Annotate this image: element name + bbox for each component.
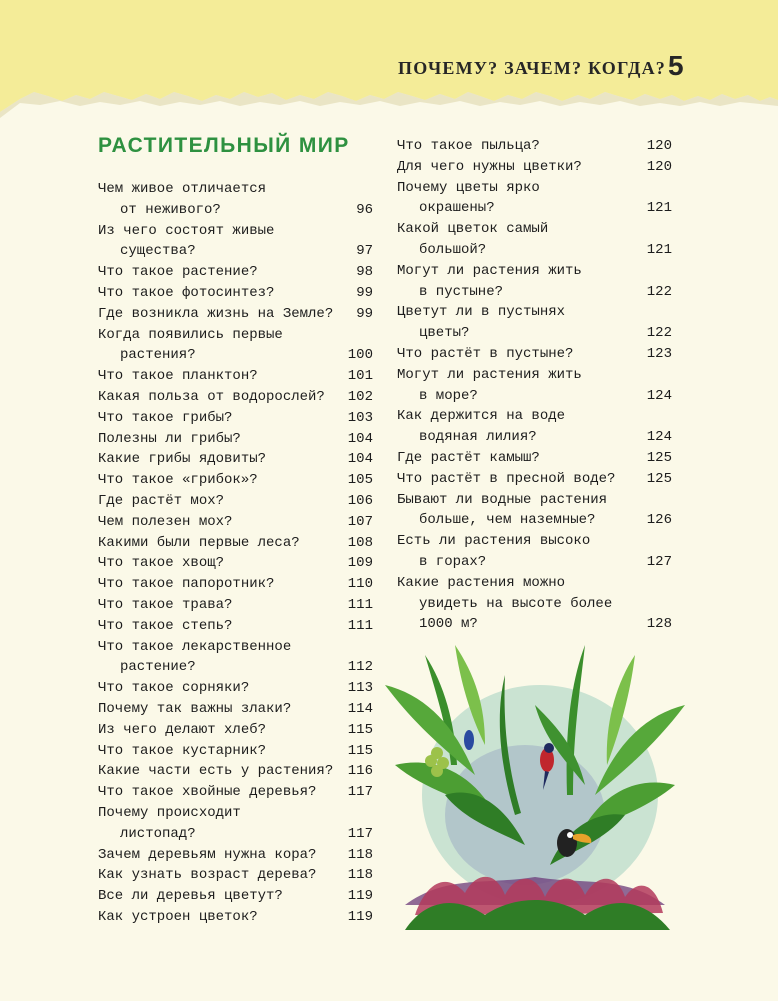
toc-entry [98, 325, 373, 367]
toc-entry [98, 637, 373, 679]
toc-entry-title-line: Какими были первые леса? [98, 534, 300, 551]
toc-entry [98, 678, 373, 699]
toc-entry-page: 116 [347, 763, 373, 780]
toc-entry-page: 124 [646, 387, 672, 404]
toc-entry-title-line: Где растёт камыш? [397, 449, 540, 466]
toc-entry [98, 761, 373, 782]
toc-entry-title-line: Какой цветок самый [397, 221, 549, 238]
toc-entry-title-line: листопад? [120, 825, 196, 842]
toc-entry [98, 574, 373, 595]
toc-entry-title-line: Могут ли растения жить [397, 366, 582, 383]
toc-entry [397, 469, 672, 490]
toc-entry-title-line: Полезны ли грибы? [98, 430, 241, 447]
toc-entry [98, 720, 373, 741]
toc-entry-title-line: большой? [419, 241, 487, 258]
toc-entry-page: 104 [347, 430, 373, 447]
toc-entry-title-line: Какие части есть у растения? [98, 763, 334, 780]
toc-entry-page: 126 [646, 512, 672, 529]
toc-entry [98, 886, 373, 907]
toc-entry-title-line: в пустыне? [419, 283, 504, 300]
toc-entry-title-line: Что такое фотосинтез? [98, 284, 275, 301]
toc-entry-page: 125 [646, 470, 672, 487]
toc-entry-page: 112 [347, 659, 373, 676]
toc-entry-title-line: Что такое планктон? [98, 368, 258, 385]
toc-entry [98, 304, 373, 325]
toc-entry-page: 117 [347, 784, 373, 801]
toc-entry-page: 113 [347, 680, 373, 697]
toc-entry [397, 490, 672, 532]
toc-entry-title-line: Что такое лекарственное [98, 638, 292, 655]
toc-entry-page: 103 [347, 409, 373, 426]
toc-entry-title-line: больше, чем наземные? [419, 512, 596, 529]
toc-entry-title-line: в море? [419, 387, 478, 404]
toc-entry-title-line: Что такое папоротник? [98, 576, 275, 593]
toc-entry [98, 595, 373, 616]
toc-entry [98, 283, 373, 304]
toc-entry-title-line: Как узнать возраст дерева? [98, 867, 317, 884]
toc-entry [98, 616, 373, 637]
toc-left-column [98, 179, 373, 928]
toc-entry-title-line: Какая польза от водорослей? [98, 388, 325, 405]
toc-entry-page: 118 [347, 867, 373, 884]
toc-entry [397, 365, 672, 407]
toc-entry-title-line: Где растёт мох? [98, 492, 225, 509]
jungle-illustration [385, 645, 685, 930]
toc-entry [98, 907, 373, 928]
toc-entry-page: 124 [646, 429, 672, 446]
running-title: ПОЧЕМУ? ЗАЧЕМ? КОГДА? [398, 58, 666, 78]
toc-entry-title-line: водяная лилия? [419, 429, 537, 446]
toc-entry-title-line: увидеть на высоте более [419, 595, 613, 612]
toc-entry-page: 120 [646, 138, 672, 154]
toc-entry [98, 553, 373, 574]
toc-entry-page: 128 [646, 616, 672, 633]
toc-entry-title-line: Какие грибы ядовиты? [98, 451, 267, 468]
toc-entry [397, 178, 672, 220]
toc-entry-page: 111 [347, 596, 373, 613]
toc-entry-page: 101 [347, 368, 373, 385]
toc-entry [397, 448, 672, 469]
toc-entry [98, 491, 373, 512]
toc-entry [397, 302, 672, 344]
toc-entry-title-line: Что такое пыльца? [397, 138, 540, 154]
toc-entry [397, 573, 672, 635]
toc-entry-page: 122 [646, 283, 672, 300]
toc-entry-title-line: в горах? [419, 553, 487, 570]
toc-entry-page: 107 [347, 513, 373, 530]
toc-entry [98, 512, 373, 533]
toc-entry [98, 845, 373, 866]
toc-entry-title-line: Зачем деревьям нужна кора? [98, 846, 317, 863]
toc-entry-title-line: Что такое грибы? [98, 409, 233, 426]
toc-entry-page: 102 [347, 388, 373, 405]
toc-entry [98, 408, 373, 429]
toc-entry-title-line: Что такое хвойные деревья? [98, 784, 317, 801]
toc-entry-page: 111 [347, 617, 373, 634]
toc-entry-title-line: Какие растения можно [397, 574, 566, 591]
toc-entry-page: 118 [347, 846, 373, 863]
toc-entry-page: 114 [347, 700, 373, 717]
toc-entry-title-line: Что такое трава? [98, 596, 233, 613]
toc-entry-title-line: Чем живое отличается [98, 181, 267, 197]
toc-entry-title-line: Где возникла жизнь на Земле? [98, 305, 334, 322]
toc-entry-title-line: Почему происходит [98, 804, 241, 821]
toc-entry-page: 109 [347, 555, 373, 572]
toc-entry [98, 387, 373, 408]
toc-entry-title-line: Из чего делают хлеб? [98, 721, 267, 738]
toc-entry-page: 106 [347, 492, 373, 509]
toc-entry [397, 261, 672, 303]
toc-entry-page: 120 [646, 158, 672, 175]
toc-entry-title-line: Что такое кустарник? [98, 742, 267, 759]
toc-entry-title-line: растение? [120, 659, 196, 676]
toc-entry-title-line: окрашены? [419, 200, 495, 217]
toc-entry-page: 119 [347, 888, 373, 905]
toc-entry-title-line: 1000 м? [419, 616, 478, 633]
toc-entry-title-line: Что растёт в пресной воде? [397, 470, 616, 487]
toc-entry-page: 105 [347, 472, 373, 489]
toc-entry-title-line: растения? [120, 347, 196, 364]
toc-entry-page: 97 [356, 243, 373, 260]
toc-entry-title-line: Есть ли растения высоко [397, 533, 591, 550]
toc-entry [98, 533, 373, 554]
toc-entry [397, 531, 672, 573]
toc-right-column [397, 136, 672, 635]
toc-entry-page: 108 [347, 534, 373, 551]
toc-entry-page: 110 [347, 576, 373, 593]
toc-entry [98, 262, 373, 283]
toc-entry-title-line: Почему цветы ярко [397, 179, 540, 196]
toc-entry-title-line: Что такое «грибок»? [98, 472, 258, 489]
toc-entry [98, 803, 373, 845]
toc-entry [397, 157, 672, 178]
toc-entry-page: 99 [356, 305, 373, 322]
toc-entry-title-line: Для чего нужны цветки? [397, 158, 582, 175]
toc-entry-page: 98 [356, 264, 373, 281]
toc-entry-page: 115 [347, 721, 373, 738]
toc-entry [98, 449, 373, 470]
toc-entry-page: 125 [646, 449, 672, 466]
toc-entry-title-line: Чем полезен мох? [98, 513, 233, 530]
toc-entry-title-line: Когда появились первые [98, 326, 283, 343]
toc-entry [98, 782, 373, 803]
toc-entry-title-line: Все ли деревья цветут? [98, 888, 283, 905]
toc-entry [98, 179, 373, 221]
toc-entry-title-line: цветы? [419, 325, 470, 342]
toc-entry-title-line: от неживого? [120, 201, 221, 218]
toc-entry-title-line: Могут ли растения жить [397, 262, 582, 279]
toc-entry [98, 470, 373, 491]
toc-entry-title-line: Из чего состоят живые [98, 222, 275, 239]
toc-entry-title-line: Как держится на воде [397, 408, 566, 425]
toc-entry-page: 123 [646, 345, 672, 362]
toc-entry [98, 429, 373, 450]
toc-entry-title-line: Почему так важны злаки? [98, 700, 292, 717]
toc-entry-page: 96 [356, 201, 373, 218]
toc-entry-page: 121 [646, 200, 672, 217]
section-title: РАСТИТЕЛЬНЫЙ МИР [98, 134, 350, 157]
toc-entry [98, 741, 373, 762]
toc-entry [397, 344, 672, 365]
toc-entry-page: 117 [347, 825, 373, 842]
toc-entry-title-line: Что такое растение? [98, 264, 258, 281]
toc-entry-page: 99 [356, 284, 373, 301]
toc-entry-title-line: Что растёт в пустыне? [397, 345, 574, 362]
toc-entry [397, 219, 672, 261]
toc-entry-page: 100 [347, 347, 373, 364]
toc-entry-title-line: Что такое сорняки? [98, 680, 250, 697]
toc-entry [397, 406, 672, 448]
toc-entry-page: 119 [347, 908, 373, 925]
toc-entry [98, 221, 373, 263]
toc-entry [397, 136, 672, 157]
toc-entry-title-line: Что такое хвощ? [98, 555, 225, 572]
toc-entry [98, 699, 373, 720]
toc-entry [98, 366, 373, 387]
toc-entry-page: 104 [347, 451, 373, 468]
toc-entry-page: 122 [646, 325, 672, 342]
toc-entry-page: 127 [646, 553, 672, 570]
toc-entry [98, 865, 373, 886]
toc-entry-page: 121 [646, 241, 672, 258]
toc-entry-title-line: Цветут ли в пустынях [397, 304, 566, 321]
page-number: 5 [668, 50, 684, 81]
toc-entry-title-line: Как устроен цветок? [98, 908, 258, 925]
toc-entry-title-line: Что такое степь? [98, 617, 233, 634]
toc-entry-title-line: Бывают ли водные растения [397, 491, 608, 508]
toc-entry-title-line: существа? [120, 243, 196, 260]
toc-entry-page: 115 [347, 742, 373, 759]
